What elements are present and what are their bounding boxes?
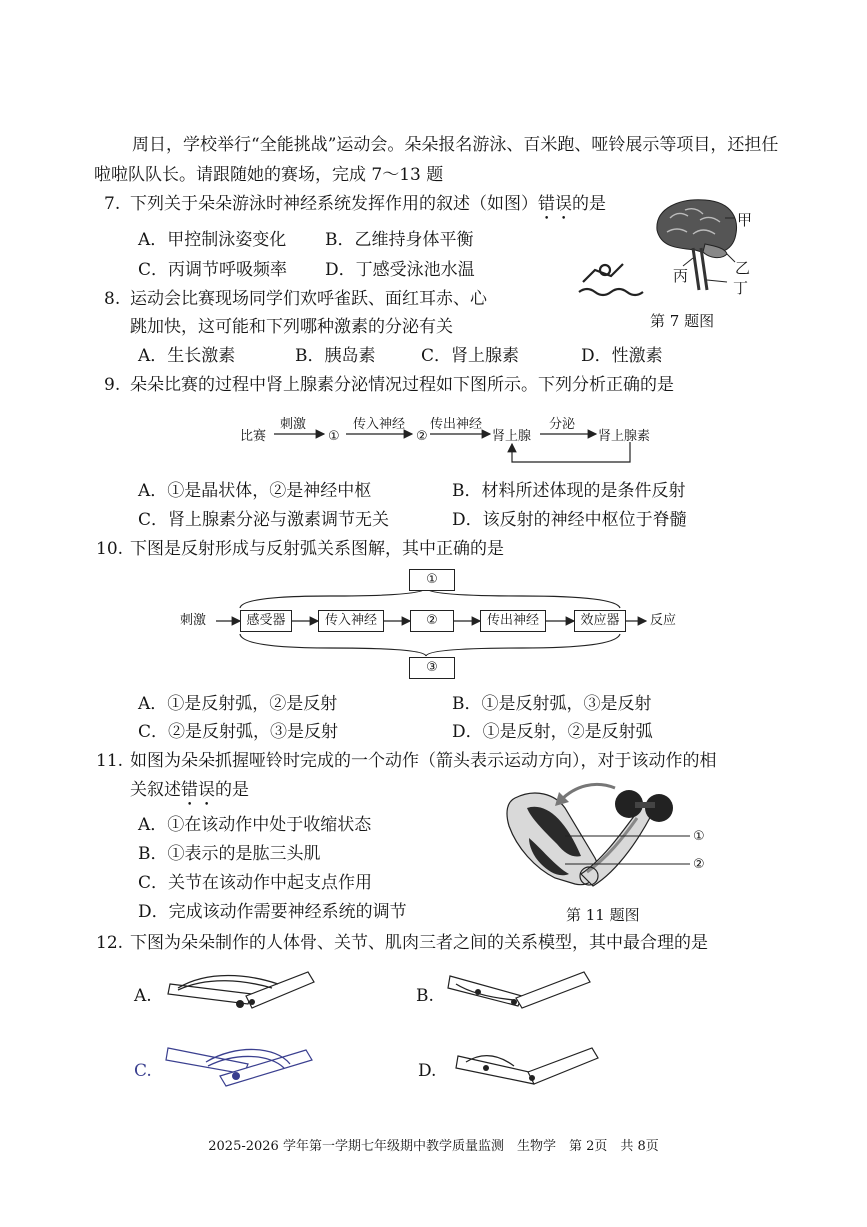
flow-edge-afferent: 传入神经 <box>353 417 406 432</box>
curved-arrow-icon <box>561 784 615 800</box>
question-9-number: 9. <box>104 375 121 395</box>
diagram-efferent-nerve: 传出神经 <box>480 610 546 632</box>
label-jia: 甲 <box>737 211 753 229</box>
flow-node-1: ① <box>328 429 340 444</box>
figure-11-caption: 第 11 题图 <box>566 906 640 924</box>
question-11-stem-line1: 如图为朵朵抓握哑铃时完成的一个动作（箭头表示运动方向），对于该动作的相 <box>130 751 717 771</box>
flow-edge-efferent: 传出神经 <box>430 417 483 432</box>
q8-option-d[interactable]: D．性激素 <box>581 346 663 366</box>
q9-option-b[interactable]: B．材料所述体现的是条件反射 <box>452 481 686 501</box>
q9-option-c[interactable]: C．肾上腺素分泌与激素调节无关 <box>138 510 390 530</box>
q12-model-c[interactable] <box>166 1038 316 1098</box>
q8-option-b[interactable]: B．胰岛素 <box>295 346 376 366</box>
question-9-stem: 朵朵比赛的过程中肾上腺素分泌情况过程如下图所示。下列分析正确的是 <box>130 375 674 395</box>
q11-option-c[interactable]: C．关节在该动作中起支点作用 <box>138 873 373 893</box>
emphasis-text: 错误 <box>181 780 215 800</box>
question-12-number: 12. <box>96 933 124 953</box>
emphasis-text: 错误 <box>538 194 572 214</box>
diagram-box-3-bottom: ③ <box>409 657 455 679</box>
page-footer: 2025-2026 学年第一学期七年级期中教学质量监测 生物学 第 2页 共 8页 <box>208 1139 659 1154</box>
q8-option-a[interactable]: A．生长激素 <box>138 346 236 366</box>
diagram-afferent-nerve: 传入神经 <box>318 610 384 632</box>
flow-node-adrenaline: 肾上腺素 <box>598 429 651 444</box>
swimmer-icon <box>579 264 643 295</box>
flow-node-match: 比赛 <box>240 429 267 444</box>
q10-option-d[interactable]: D．①是反射，②是反射弧 <box>452 722 653 742</box>
diagram-stimulus: 刺激 <box>180 613 207 628</box>
q11-option-a[interactable]: A．①在该动作中处于收缩状态 <box>138 815 372 835</box>
diagram-response: 反应 <box>650 613 677 628</box>
q8-option-c[interactable]: C．肾上腺素 <box>421 346 520 366</box>
q12-option-b-label[interactable]: B. <box>416 986 434 1006</box>
question-8-stem-line2: 跳加快，这可能和下列哪种激素的分泌有关 <box>130 317 453 337</box>
q12-model-a[interactable] <box>168 970 318 1020</box>
question-12-stem: 下图为朵朵制作的人体骨、关节、肌肉三者之间的关系模型，其中最合理的是 <box>130 933 708 953</box>
flow-node-2: ② <box>416 429 428 444</box>
q7-option-b[interactable]: B．乙维持身体平衡 <box>325 230 474 250</box>
q12-option-c-label[interactable]: C. <box>134 1061 152 1081</box>
label-ding: 丁 <box>733 279 749 297</box>
question-11-number: 11. <box>96 751 124 771</box>
diagram-box-2: ② <box>410 610 454 632</box>
q12-model-b[interactable] <box>448 970 598 1020</box>
q12-model-d[interactable] <box>456 1042 606 1092</box>
diagram-receptor: 感受器 <box>240 610 292 632</box>
q7-option-c[interactable]: C．丙调节呼吸频率 <box>138 260 288 280</box>
question-8-stem-line1: 运动会比赛现场同学们欢呼雀跃、面红耳赤、心 <box>130 289 487 309</box>
arm-label-1: ① <box>693 829 705 844</box>
q9-option-a[interactable]: A．①是晶状体，②是神经中枢 <box>138 481 372 501</box>
question-7-stem: 下列关于朵朵游泳时神经系统发挥作用的叙述（如图）错误的是 <box>130 194 606 214</box>
question-10-number: 10. <box>96 539 124 559</box>
arm-dumbbell-figure <box>495 778 715 898</box>
q7-option-d[interactable]: D．丁感受泳池水温 <box>325 260 475 280</box>
diagram-box-1-top: ① <box>409 569 455 591</box>
q10-option-b[interactable]: B．①是反射弧，③是反射 <box>452 694 652 714</box>
flow-node-adrenal-gland: 肾上腺 <box>492 429 532 444</box>
diagram-effector: 效应器 <box>574 610 626 632</box>
intro-paragraph: 周日，学校举行“全能挑战”运动会。朵朵报名游泳、百米跑、哑铃展示等项目，还担任啦啦队队长。请跟随她的赛场，完成 7～13 题 <box>94 135 779 185</box>
question-7-number: 7. <box>104 194 121 214</box>
flow-edge-stimulus: 刺激 <box>280 417 307 432</box>
label-bing: 丙 <box>673 267 689 285</box>
q9-option-d[interactable]: D．该反射的神经中枢位于脊髓 <box>452 510 687 530</box>
q11-option-b[interactable]: B．①表示的是肱三头肌 <box>138 844 321 864</box>
q11-option-d[interactable]: D．完成该动作需要神经系统的调节 <box>138 902 407 922</box>
figure-7-caption: 第 7 题图 <box>650 312 715 330</box>
q12-option-d-label[interactable]: D. <box>418 1061 437 1081</box>
arm-label-2: ② <box>693 857 705 872</box>
question-10-stem: 下图是反射形成与反射弧关系图解，其中正确的是 <box>130 539 504 559</box>
q10-option-a[interactable]: A．①是反射弧，②是反射 <box>138 694 338 714</box>
question-11-stem-line2: 关叙述错误的是 <box>130 780 249 800</box>
brain-icon <box>657 200 737 290</box>
q10-option-c[interactable]: C．②是反射弧，③是反射 <box>138 722 339 742</box>
q7-option-a[interactable]: A．甲控制泳姿变化 <box>138 230 287 250</box>
question-8-number: 8. <box>104 289 121 309</box>
flow-edge-secrete: 分泌 <box>549 417 576 432</box>
q12-option-a-label[interactable]: A. <box>134 986 152 1006</box>
label-yi: 乙 <box>735 259 751 277</box>
